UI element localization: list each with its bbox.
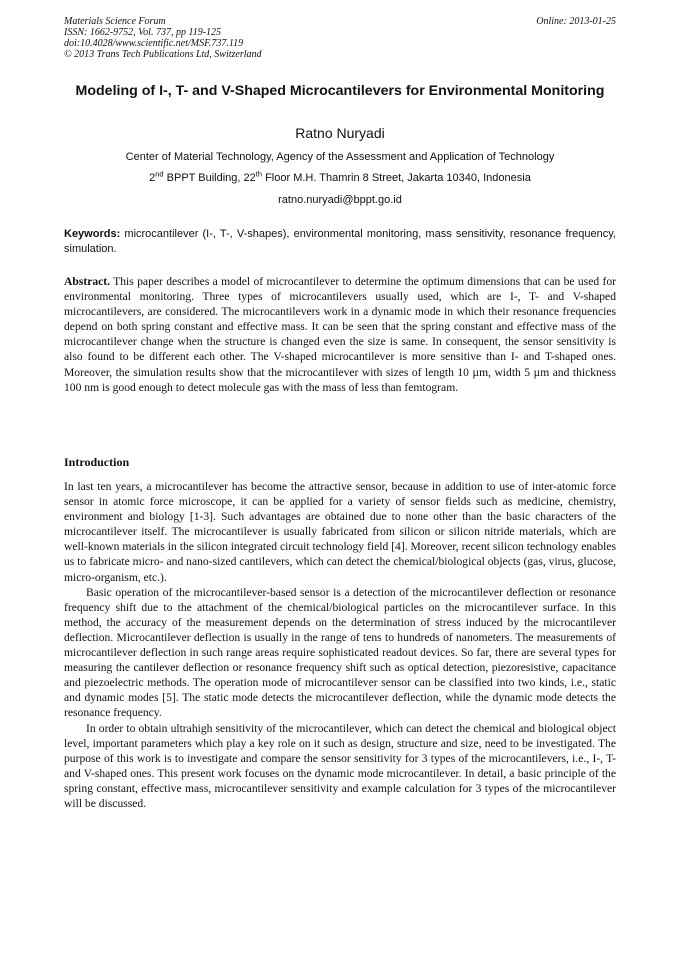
abstract-label: Abstract. <box>64 275 111 288</box>
address-superscript-th: th <box>255 169 263 179</box>
affiliation-address <box>64 171 616 185</box>
publication-header <box>64 16 616 60</box>
section-heading-introduction: Introduction <box>64 455 130 469</box>
abstract <box>64 274 616 395</box>
abstract-text: This paper describes a model of microcantilever to determine the optimum dimensions that can be used for environmental monitoring. Three types of microcantilevers usually used, which are I-, T- and V-shaped microcantilevers, are considered. The microcantilevers work in a dynamic mode in which their resonance frequencies depend on both spring constant and effective mass. It can be seen that the spring constant and effective mass of the microcantilever change when the structure is changed even the size is same. In consequent, the sensor sensitivity is also found to be different each other. The V-shaped microcantilever is more sensitive than I- and T-shaped ones. Moreover, the simulation results show that the microcantilever with sizes of length 10 µm, width 5 µm and thickness 100 nm is good enough to detect molecule gas with the mass of less than femtogram. <box>64 275 616 394</box>
online-date: Online: 2013-01-25 <box>536 16 616 27</box>
copyright-line: © 2013 Trans Tech Publications Ltd, Switzerland <box>64 49 262 60</box>
address-floor-number: 2 <box>149 172 156 184</box>
author-name: Ratno Nuryadi <box>295 125 385 141</box>
intro-paragraph-1: In last ten years, a microcantilever has become the attractive sensor, because in addition to use of inter-atomic force sensor in atomic force microscope, it can be applied for a variety of sensor fields such as medicine, chemistry, environment and biology [1-3]. Such advantages are obtained due to none other than the basic characters of the microcantilever itself. The microcantilever is usually fabricated from silicon or silicon nitride materials, which are well-known materials in the silicon integrated circuit technology field [4]. Moreover, recent silicon technology enables us to fabricate micro- and nano-sized cantilevers, which can detect the chemical/biological objects (gas, virus, glucose, micro-organism, etc.). <box>64 480 616 584</box>
keywords-label: Keywords: <box>64 228 121 240</box>
intro-paragraph-2: Basic operation of the microcantilever-based sensor is a detection of the microcantilever deflection or resonance frequency shift due to the attachment of the chemical/biological particles on the microcantilever surface. In this method, the accuracy of the measurement depends on the determination of stress induced by the microcantilever deflection. Microcantilever deflection is usually in the range of tens to hundreds of nanometers. The measurements of microcantilever deflection in such range areas require sophisticated readout devices. So far, there are several types for measuring the cantilever deflection or resonance frequency shift such as optical detection, piezoresistive, capacitance and piezoelectric methods. The operation mode of microcantilever sensor can be classified into two kinds, i.e., static and dynamic modes [5]. The static mode detects the microcantilever deflection, while the dynamic mode detects the resonance frequency. <box>64 585 616 720</box>
intro-paragraph-3: In order to obtain ultrahigh sensitivity of the microcantilever, which can detect the chemical and biological object level, important parameters which play a key role on it such as design, structure and size, need to be investigated. The purpose of this work is to investigate and compare the sensor sensitivity for 3 types of the microcantilevers, i.e., I-, T- and V-shaped ones. This present work focuses on the dynamic mode microcantilever. In detail, a basic principle of the spring constant, effective mass, microcantilever sensitivity and example calculation for 3 types of the microcantilever will be discussed. <box>64 721 616 810</box>
issn-line: ISSN: 1662-9752, Vol. 737, pp 119-125 <box>64 27 222 38</box>
paper-title: Modeling of I-, T- and V-Shaped Microcantilevers for Environmental Monitoring <box>75 83 605 99</box>
author-email: ratno.nuryadi@bppt.go.id <box>278 194 402 206</box>
journal-name: Materials Science Forum <box>64 16 166 27</box>
address-street: Floor M.H. Thamrin 8 Street, Jakarta 10340, Indonesia <box>262 172 531 184</box>
doi-line: doi:10.4028/www.scientific.net/MSF.737.119 <box>64 38 244 49</box>
address-superscript-nd: nd <box>155 169 164 179</box>
address-building: BPPT Building, 22 <box>163 172 256 184</box>
keywords <box>64 227 616 256</box>
introduction-body <box>64 479 616 811</box>
affiliation-org: Center of Material Technology, Agency of the Assessment and Application of Technology <box>125 151 555 163</box>
keywords-text: microcantilever (I-, T-, V-shapes), environmental monitoring, mass sensitivity, resonance frequency, simulation. <box>64 228 616 255</box>
